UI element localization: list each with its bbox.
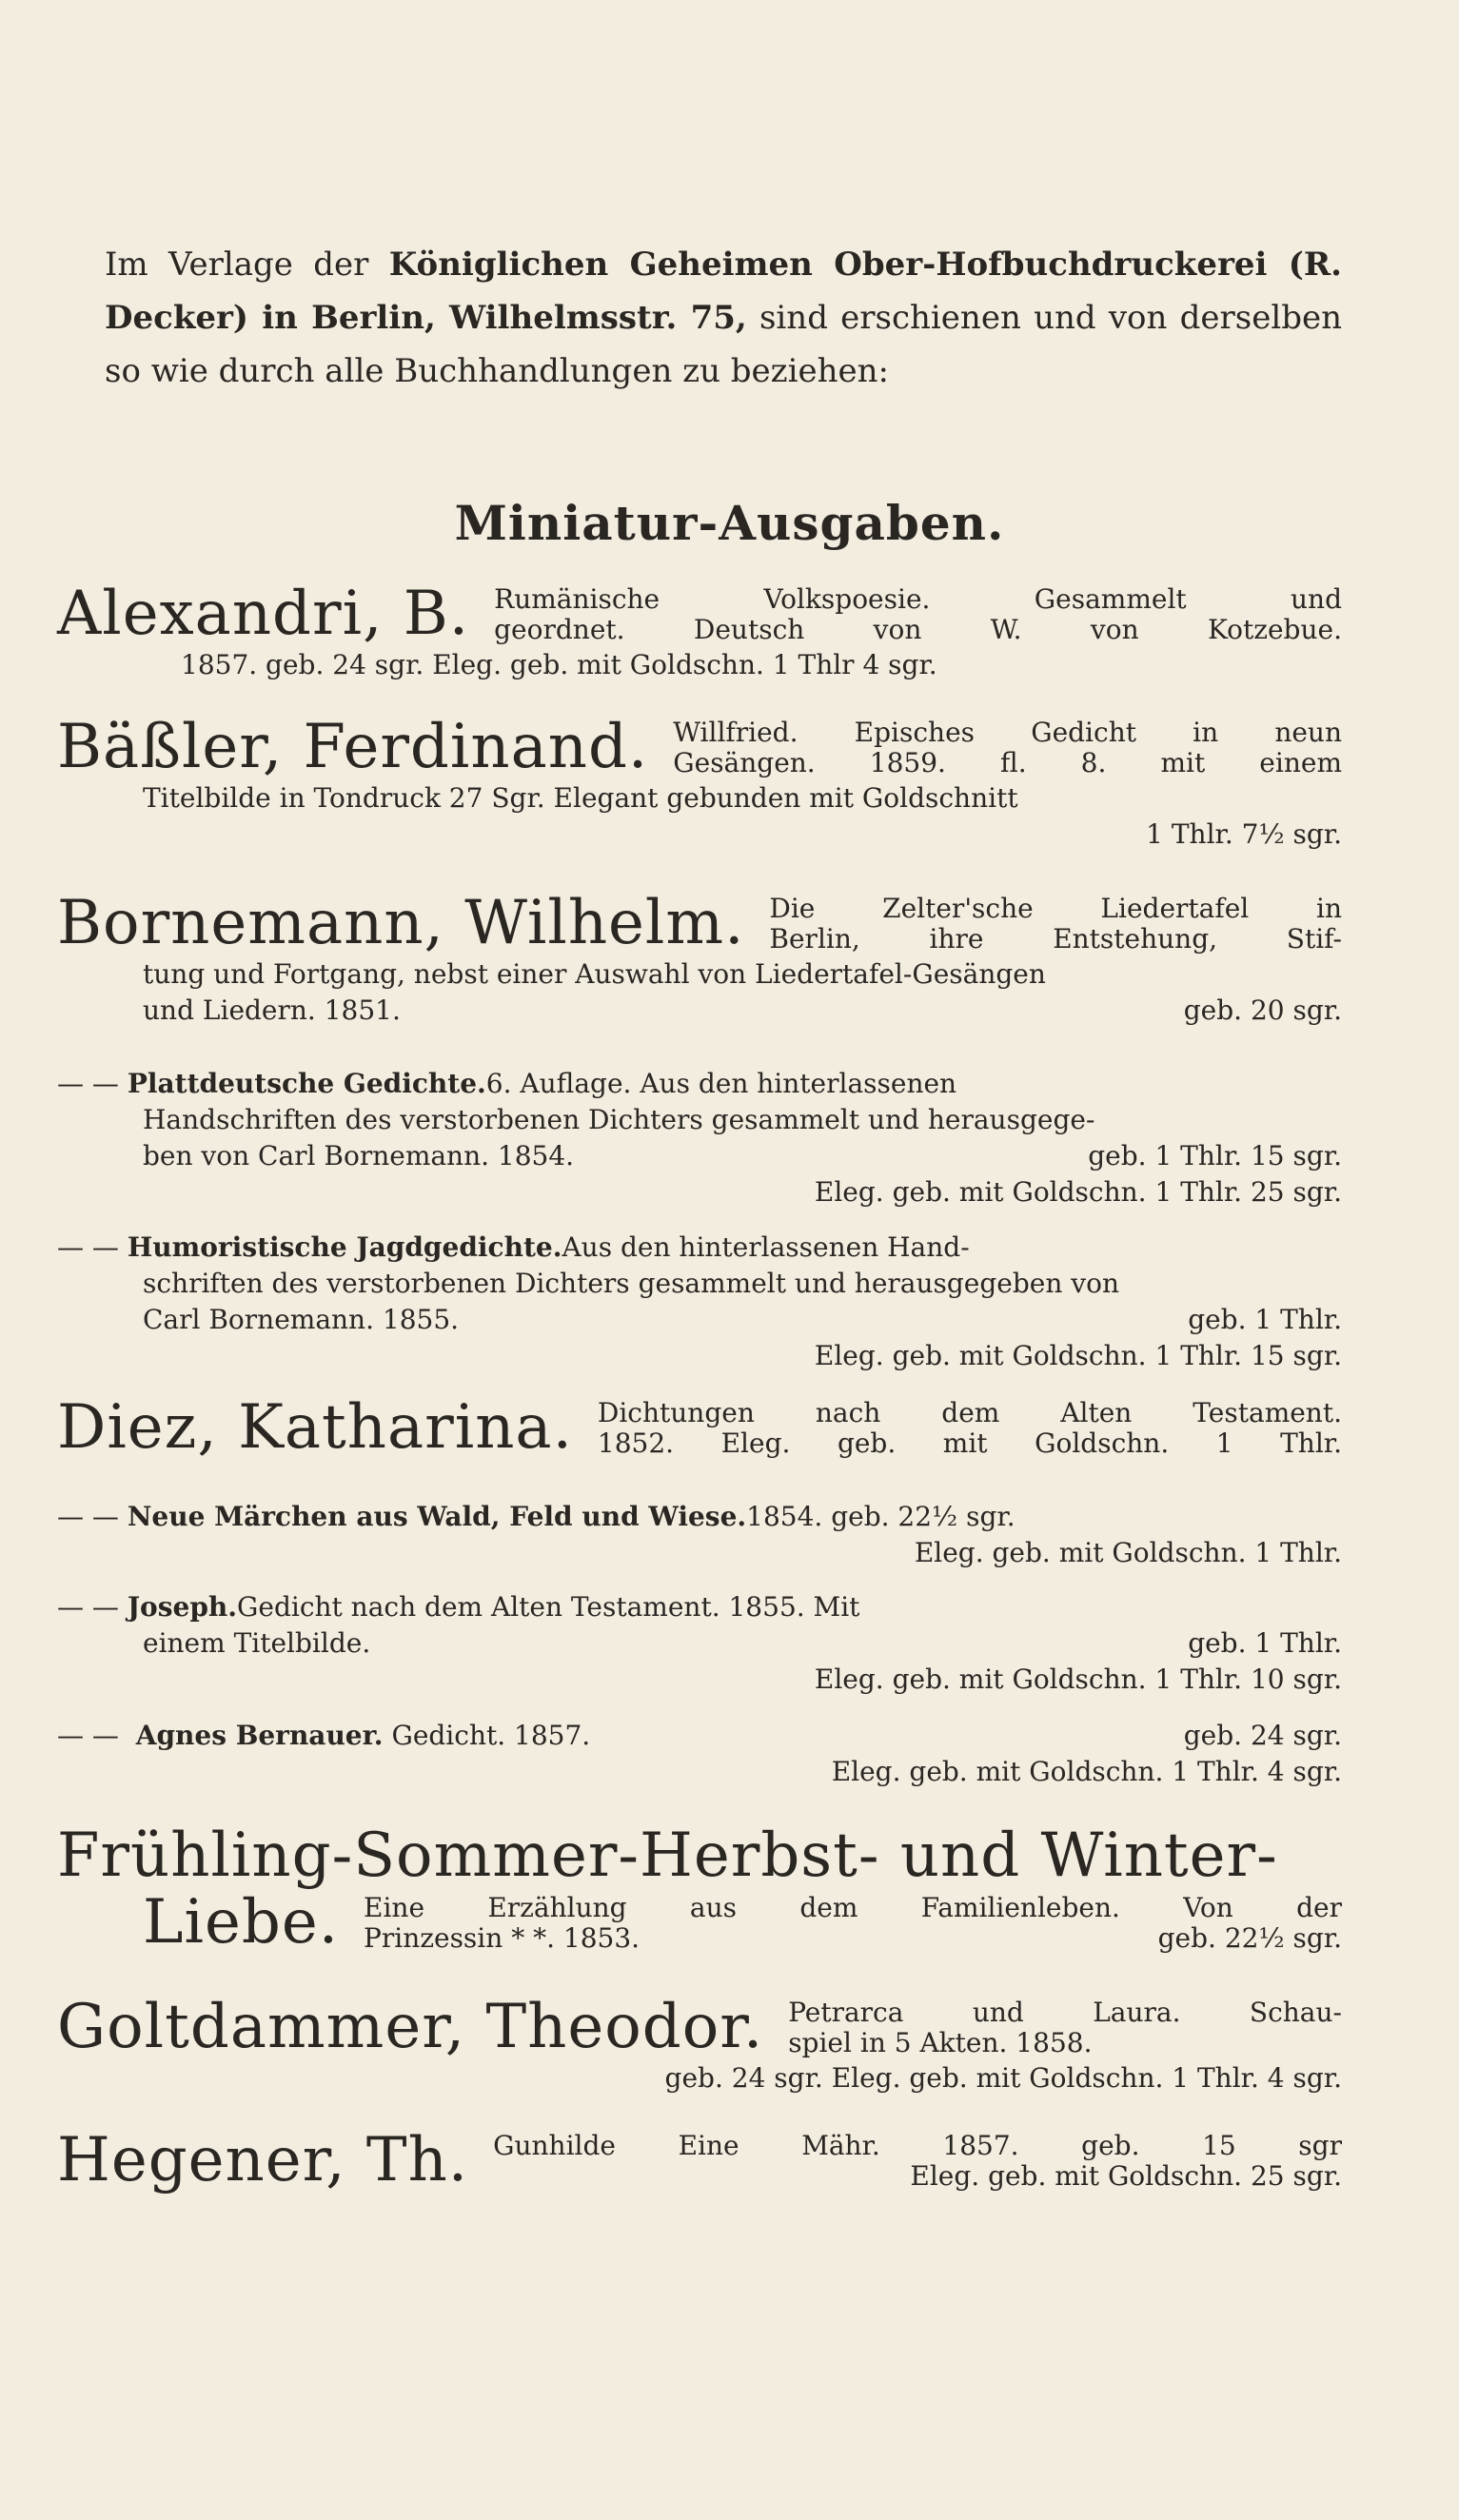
entry-line (57, 1499, 1342, 1535)
entry-head-line (364, 1923, 1342, 1954)
entry-line (57, 1625, 1342, 1662)
entry-text: Aus den hinterlassenen Hand- (562, 1231, 970, 1263)
entry-line (57, 1302, 1342, 1338)
entry-price: Eleg. geb. mit Goldschn. 1 Thlr. 15 sgr. (814, 1340, 1342, 1371)
entry-line (57, 1066, 1342, 1102)
entry-line (57, 993, 1342, 1029)
author-name: Bornemann, Wilhelm. (57, 888, 745, 958)
entry-head-line: Gunhilde Eine Mähr. 1857. geb. 15 sgr (493, 2130, 1342, 2161)
entry-bornemann (57, 890, 1342, 1029)
entry-line-left: einem Titelbilde. (143, 1627, 371, 1659)
entry-head-line: Rumänische Volkspoesie. Gesammelt und (494, 583, 1342, 615)
entry-diez-maerchen (57, 1499, 1342, 1571)
entry-price: geb. 24 sgr. (1183, 1720, 1342, 1751)
entry-price: Eleg. geb. mit Goldschn. 1 Thlr. 4 sgr. (831, 1756, 1342, 1787)
entry-price: Eleg. geb. mit Goldschn. 1 Thlr. (914, 1537, 1342, 1568)
section-title: Miniatur-Ausgaben. (454, 495, 1005, 551)
author-name: Diez, Katharina. (57, 1392, 573, 1463)
work-title: Agnes Bernauer. (135, 1720, 384, 1751)
entry-text: 1854. geb. 22½ sgr. (746, 1501, 1015, 1532)
entry-line-left: und Liedern. 1851. (143, 994, 401, 1026)
entry-bornemann-jagd (57, 1230, 1342, 1374)
entry-line (57, 1718, 1342, 1754)
author-name: Frühling-Sommer-Herbst- und Winter- (57, 1821, 1278, 1891)
entry-head-line: Die Zelter'sche Liedertafel in (769, 893, 1342, 924)
entry-diez (57, 1394, 1342, 1461)
entry-diez-joseph (57, 1589, 1342, 1698)
entry-line (57, 1138, 1342, 1174)
entry-line: Handschriften des verstorbenen Dichters gesammelt und herausgege- (143, 1104, 1095, 1135)
work-title: Humoristische Jagdgedichte. (127, 1231, 562, 1263)
entry-text: 6. Auflage. Aus den hinterlassenen (485, 1068, 957, 1099)
entry-line (57, 1589, 1342, 1625)
entry-head-line: Gesängen. 1859. fl. 8. mit einem (673, 747, 1342, 778)
entry-text: Gedicht. 1857. (383, 1720, 591, 1751)
intro-text-end: sind erschienen und von derselben so wie durch alle Buchhandlungen zu beziehen: (105, 299, 1343, 390)
author-name: Goltdammer, Theodor. (57, 1992, 764, 2062)
entry-price: geb. 1 Thlr. (1188, 1304, 1342, 1335)
work-title: Joseph. (127, 1591, 237, 1623)
work-title: Neue Märchen aus Wald, Feld und Wiese. (127, 1501, 747, 1532)
author-name: Bäßler, Ferdinand. (57, 712, 649, 782)
ditto-dash: — — (57, 1231, 119, 1263)
entry-alexandri (57, 581, 1342, 683)
ditto-dash: — — (57, 1591, 119, 1623)
entry-price: geb. 1 Thlr. (1188, 1627, 1342, 1659)
author-name: Hegener, Th. (57, 2125, 469, 2195)
entry-head-line: 1852. Eleg. geb. mit Goldschn. 1 Thlr. (597, 1427, 1342, 1459)
entry-head-line: Dichtungen nach dem Alten Testament. (597, 1397, 1342, 1428)
entry-price: geb. 1 Thlr. 15 sgr. (1088, 1140, 1342, 1171)
entry-line: geb. 24 sgr. Eleg. geb. mit Goldschn. 1 Thlr. 4 sgr. (664, 2062, 1342, 2094)
entry-head-line: spiel in 5 Akten. 1858. (788, 2027, 1093, 2058)
entry-goltdammer (57, 1994, 1342, 2097)
ditto-dash: — — (57, 1501, 119, 1532)
entry-text: Gedicht nach dem Alten Testament. 1855. Mit (237, 1591, 860, 1623)
intro-paragraph (105, 238, 1342, 398)
entry-diez-agnes (57, 1718, 1342, 1790)
entry-fruehling (57, 1822, 1342, 1956)
ditto-dash: — — (57, 1068, 119, 1099)
author-name: Alexandri, B. (57, 579, 470, 649)
entry-head-line: geordnet. Deutsch von W. von Kotzebue. (494, 614, 1342, 645)
entry-line-left: Carl Bornemann. 1855. (143, 1304, 460, 1335)
publisher-name: Königlichen Geheimen Ober-Hofbuchdruckerei (R. Decker) in Berlin, Wilhelmsstr. 75, (105, 246, 1342, 337)
entry-line: 1857. geb. 24 sgr. Eleg. geb. mit Goldschn. 1 Thlr 4 sgr. (181, 649, 937, 680)
entry-head-line: Eine Erzählung aus dem Familienleben. Von der (364, 1892, 1342, 1923)
entry-baessler (57, 714, 1342, 853)
entry-head-line: Petrarca und Laura. Schau- (788, 1997, 1342, 2028)
entry-head-text: Prinzessin * *. 1853. (364, 1922, 641, 1954)
entry-line-left: ben von Carl Bornemann. 1854. (143, 1140, 575, 1171)
entry-head-line: Eleg. geb. mit Goldschn. 25 sgr. (910, 2160, 1342, 2192)
entry-line: schriften des verstorbenen Dichters gesammelt und herausgegeben von (143, 1268, 1120, 1299)
author-name: Liebe. (143, 1887, 340, 1958)
entry-hegener (57, 2127, 1342, 2194)
entry-head-line: Willfried. Episches Gedicht in neun (673, 717, 1342, 748)
entry-bornemann-plattdeutsch (57, 1066, 1342, 1211)
entry-line (57, 1230, 1342, 1266)
entry-price: Eleg. geb. mit Goldschn. 1 Thlr. 25 sgr. (814, 1176, 1342, 1208)
intro-text: Im Verlage der (105, 246, 389, 284)
work-title: Plattdeutsche Gedichte. (127, 1068, 486, 1099)
entry-head-line: Berlin, ihre Entstehung, Stif- (769, 923, 1342, 955)
entry-line: 1 Thlr. 7½ sgr. (1146, 818, 1342, 850)
ditto-dash: — — (57, 1720, 128, 1751)
entry-line: Titelbilde in Tondruck 27 Sgr. Elegant gebunden mit Goldschnitt (143, 782, 1018, 814)
entry-price: Eleg. geb. mit Goldschn. 1 Thlr. 10 sgr. (814, 1664, 1342, 1695)
entry-price: geb. 20 sgr. (1183, 994, 1342, 1026)
entry-line: tung und Fortgang, nebst einer Auswahl von Liedertafel-Gesängen (143, 958, 1046, 990)
entry-price: geb. 22½ sgr. (1157, 1922, 1342, 1954)
